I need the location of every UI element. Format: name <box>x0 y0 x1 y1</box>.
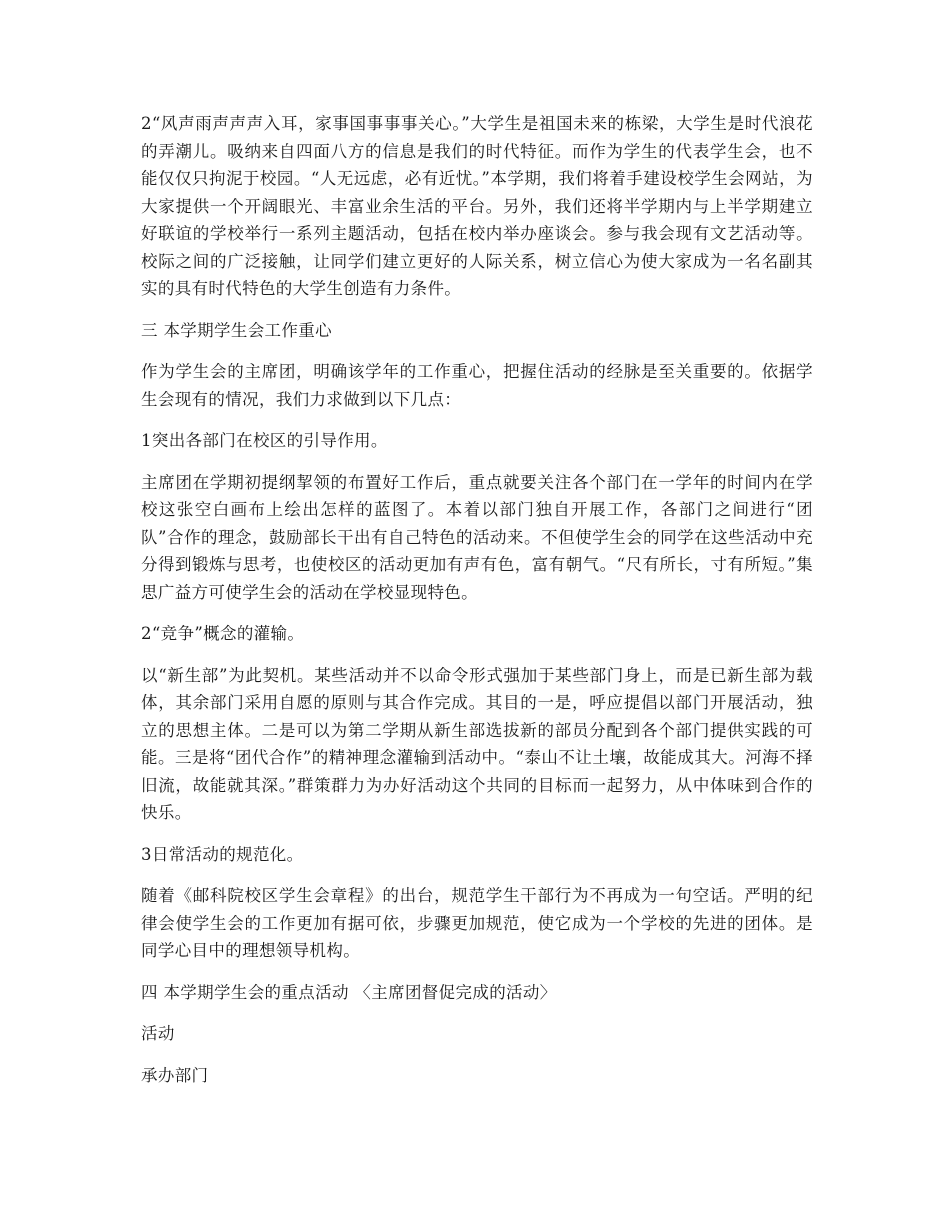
paragraph-department-guidance: 主席团在学期初提纲挈领的布置好工作后，重点就要关注各个部门在一学年的时间内在学校这张空白画布上绘出怎样的蓝图了。本着以部门独自开展工作，各部门之间进行“团队”合作的理念，鼓励部长干出有自己特色的活动来。不但使学生会的同学在这些活动中充分得到锻炼与思考，也使校区的活动更加有声有色，富有朝气。“尺有所长，寸有所短。”集思广益方可使学生会的活动在学校显现特色。 <box>141 472 813 602</box>
subheading-competition-concept: 2“竞争”概念的灌输。 <box>141 624 305 643</box>
subheading-standardization: 3日常活动的规范化。 <box>141 844 304 864</box>
paragraph-standardization: 随着《邮科院校区学生会章程》的出台，规范学生干部行为不再成为一句空话。严明的纪律会使学生会的工作更加有据可依，步骤更加规范，使它成为一个学校的先进的团体。是同学心目中的理想领导机构。 <box>141 886 813 960</box>
document-page <box>141 110 813 1103</box>
section-heading-work-focus: 三 本学期学生会工作重心 <box>141 320 332 340</box>
table-label-activity: 活动 <box>141 1024 175 1043</box>
paragraph-presidium-intro: 作为学生会的主席团，明确该学年的工作重心，把握住活动的经脉是至关重要的。依据学生会现有的情况，我们力求做到以下几点： <box>141 362 813 409</box>
paragraph-school-exchange: 2“风声雨声声声入耳，家事国事事事关心。”大学生是祖国未来的栋梁，大学生是时代浪花的弄潮儿。吸纳来自四面八方的信息是我们的时代特征。而作为学生的代表学生会，也不能仅仅只拘泥于校园。“人无远虑，必有近忧。”本学期，我们将着手建设校学生会网站，为大家提供一个开阔眼光、丰富业余生活的平台。另外，我们还将半学期内与上半学期建立好联谊的学校举行一系列主题活动，包括在校内举办座谈会。参与我会现有文艺活动等。校际之间的广泛接触，让同学们建立更好的人际关系，树立信心为使大家成为一名名副其实的具有时代特色的大学生创造有力条件。 <box>141 114 813 298</box>
table-label-department: 承办部门 <box>141 1065 209 1085</box>
subheading-department-guidance: 1突出各部门在校区的引导作用。 <box>141 431 388 450</box>
paragraph-competition-concept: 以“新生部”为此契机。某些活动并不以命令形式强加于某些部门身上，而是已新生部为载体，其余部门采用自愿的原则与其合作完成。其目的一是，呼应提倡以部门开展活动，独立的思想主体。二是可以为第二学期从新生部选拔新的部员分配到各个部门提供实践的可能。三是将“团代合作”的精神理念灌输到活动中。“泰山不让土壤，故能成其大。河海不择旧流，故能就其深。”群策群力为办好活动这个共同的目标而一起努力，从中体味到合作的快乐。 <box>141 665 813 822</box>
section-heading-key-activities: 四 本学期学生会的重点活动 〈主席团督促完成的活动〉 <box>141 982 557 1002</box>
